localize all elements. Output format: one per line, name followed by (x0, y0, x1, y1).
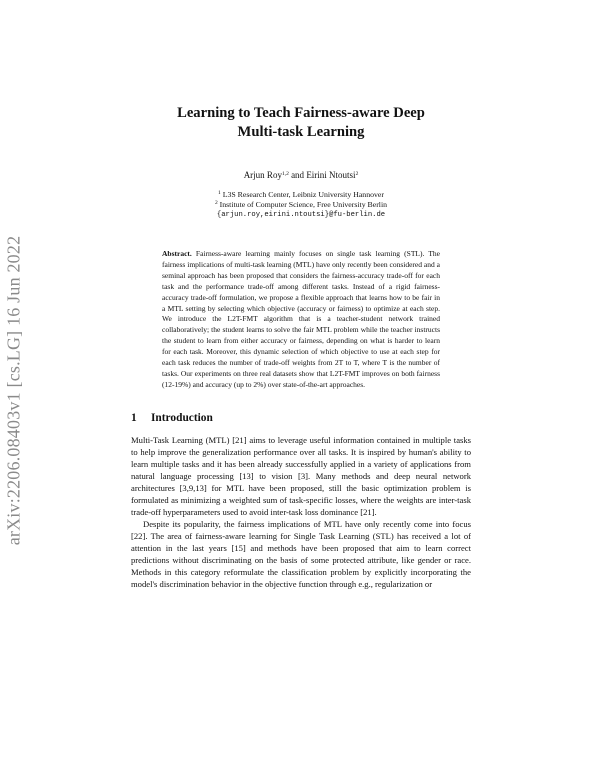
arxiv-identifier-text: arXiv:2206.08403v1 [cs.LG] 16 Jun 2022 (3, 235, 24, 545)
author-1: Arjun Roy (243, 170, 282, 180)
arxiv-identifier (2, 120, 26, 660)
affiliations (131, 190, 471, 220)
author-2: Eirini Ntoutsi (306, 170, 356, 180)
affiliation-1-text: L3S Research Center, Leibniz University Hannover (222, 190, 384, 199)
abstract-text: Fairness-aware learning mainly focuses on single task learning (STL). The fairness implications of multi-task learning (MTL) have only recently been considered and a seminal approach has been proposed that considers the fairness-accuracy trade-off for each task and the performance trade-off among different tasks. Instead of a rigid fairness-accuracy trade-off formulation, we propose a flexible approach that learns how to be fair in a MTL setting by selecting which objective (accuracy or fairness) to optimize at each step. We introduce the L2T-FMT algorithm that is a teacher-student network trained collaboratively; the student learns to solve the fair MTL problem while the teacher instructs the student to learn from either accuracy or fairness, depending on what is harder to learn for each task. Moreover, this dynamic selection of which objective to use at each step for each task reduces the number of trade-off weights from 2T to T, where T is the number of tasks. Our experiments on three real datasets show that L2T-FMT improves on both fairness (12-19%) and accuracy (up to 2%) over state-of-the-art approaches. (162, 249, 441, 389)
author-2-affiliation-marker: 2 (355, 171, 359, 177)
introduction-body (131, 434, 471, 591)
author-1-affiliation-marker: 1,2 (281, 171, 289, 177)
affiliation-2 (131, 200, 471, 210)
abstract-label: Abstract. (162, 249, 192, 258)
author-separator: and (288, 170, 307, 180)
affiliation-1-marker: 1 (218, 190, 221, 196)
title-line-1: Learning to Teach Fairness-aware Deep (177, 105, 425, 121)
author-email: {arjun.roy,eirini.ntoutsi}@fu-berlin.de (216, 211, 386, 219)
paper-title (131, 104, 471, 142)
section-title: Introduction (151, 411, 213, 424)
introduction-paragraph-1: Multi-Task Learning (MTL) [21] aims to leverage useful information contained in multiple tasks to help improve the generalization performance over all tasks. It is inspired by human's ability to learn multiple tasks and it has been already successfully applied in a variety of applications from natural language processing [13] to vision [3]. Many methods and deep neural network architectures [3,9,13] for MTL have been proposed, still the basic optimization problem is formulated as minimizing a weighted sum of task-specific losses, where the weights are inter-task trade-off hyperparameters used to avoid inter-task loss dominance [21]. (131, 434, 471, 518)
section-heading-introduction (131, 412, 471, 424)
affiliation-1 (131, 190, 471, 200)
introduction-paragraph-2: Despite its popularity, the fairness implications of MTL have only recently come into focus [22]. The area of fairness-aware learning for Single Task Learning (STL) has received a lot of attention in the last years [15] and methods have been proposed that aim to learn correct predictions without discriminating on the basis of some protected attribute, like gender or race. Methods in this category reformulate the classification problem by explicitly incorporating the model's discrimination behavior in the objective function through e.g., regularization or (131, 519, 471, 590)
affiliation-2-text: Institute of Computer Science, Free University Berlin (219, 200, 388, 209)
section-number: 1 (131, 411, 137, 424)
title-line-2: Multi-task Learning (237, 124, 365, 140)
affiliation-2-marker: 2 (214, 200, 218, 206)
abstract (162, 249, 440, 391)
paper-page (131, 104, 471, 590)
author-list (131, 170, 471, 180)
